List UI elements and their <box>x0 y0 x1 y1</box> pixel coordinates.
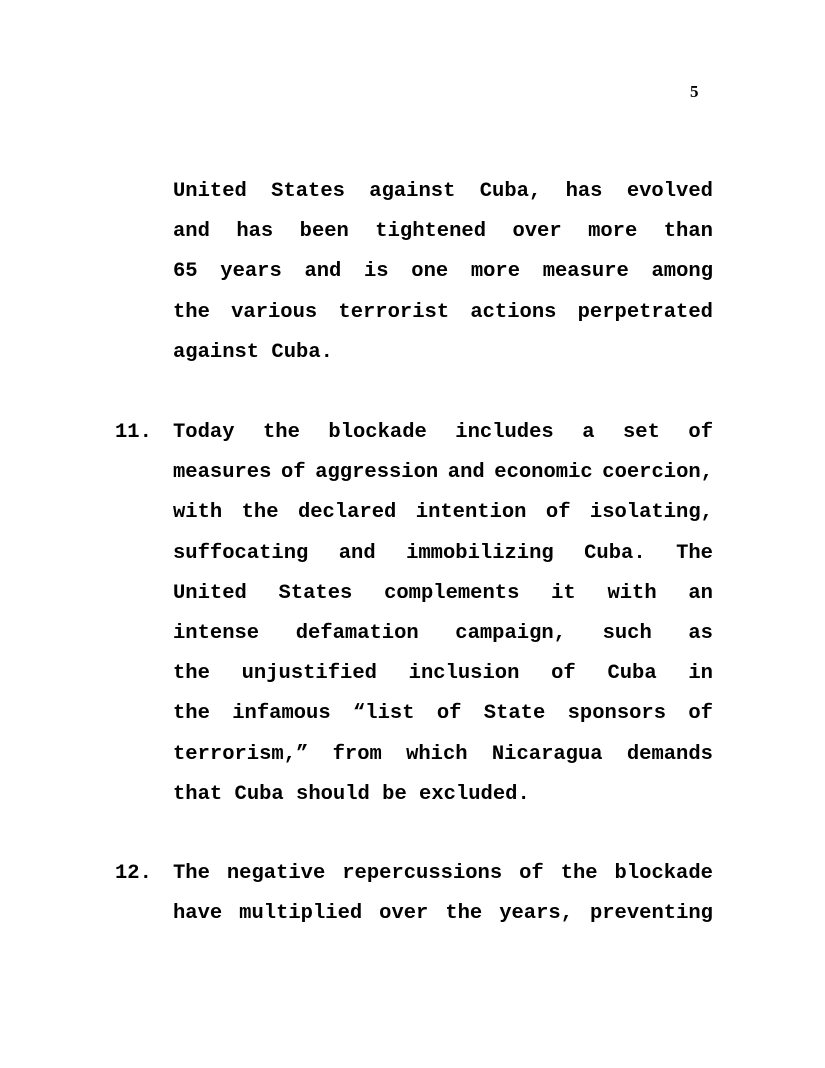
paragraph-line: United States against Cuba, has evolved <box>173 180 713 203</box>
paragraph-line: have multiplied over the years, preventing <box>173 902 713 926</box>
paragraph-line: measures of aggression and economic coercion, <box>173 461 713 485</box>
paragraph-number: 11. <box>115 421 152 444</box>
paragraph-11 <box>115 413 713 815</box>
paragraph-line: that Cuba should be excluded. <box>173 782 530 806</box>
paragraph-line: The negative repercussions of the blockade <box>173 862 713 885</box>
paragraph-line: Today the blockade includes a set of <box>173 421 713 444</box>
paragraph-line: terrorism,” from which Nicaragua demands <box>173 742 713 766</box>
paragraph-line: intense defamation campaign, such as <box>173 621 713 645</box>
paragraph-line: suffocating and immobilizing Cuba. The <box>173 541 713 565</box>
paragraph-line: the various terrorist actions perpetrated <box>173 300 713 324</box>
paragraph-line: the infamous “list of State sponsors of <box>173 702 713 726</box>
paragraph-line: the unjustified inclusion of Cuba in <box>173 662 713 686</box>
paragraph-line: 65 years and is one more measure among <box>173 260 713 284</box>
paragraph-line: United States complements it with an <box>173 581 713 605</box>
paragraph-12 <box>115 854 713 934</box>
paragraph-line: and has been tightened over more than <box>173 220 713 244</box>
paragraph-number: 12. <box>115 862 152 885</box>
paragraph-line: against Cuba. <box>173 340 333 364</box>
page-number: 5 <box>690 82 699 101</box>
paragraph-line: with the declared intention of isolating, <box>173 501 713 525</box>
paragraph-continuation <box>173 172 713 373</box>
